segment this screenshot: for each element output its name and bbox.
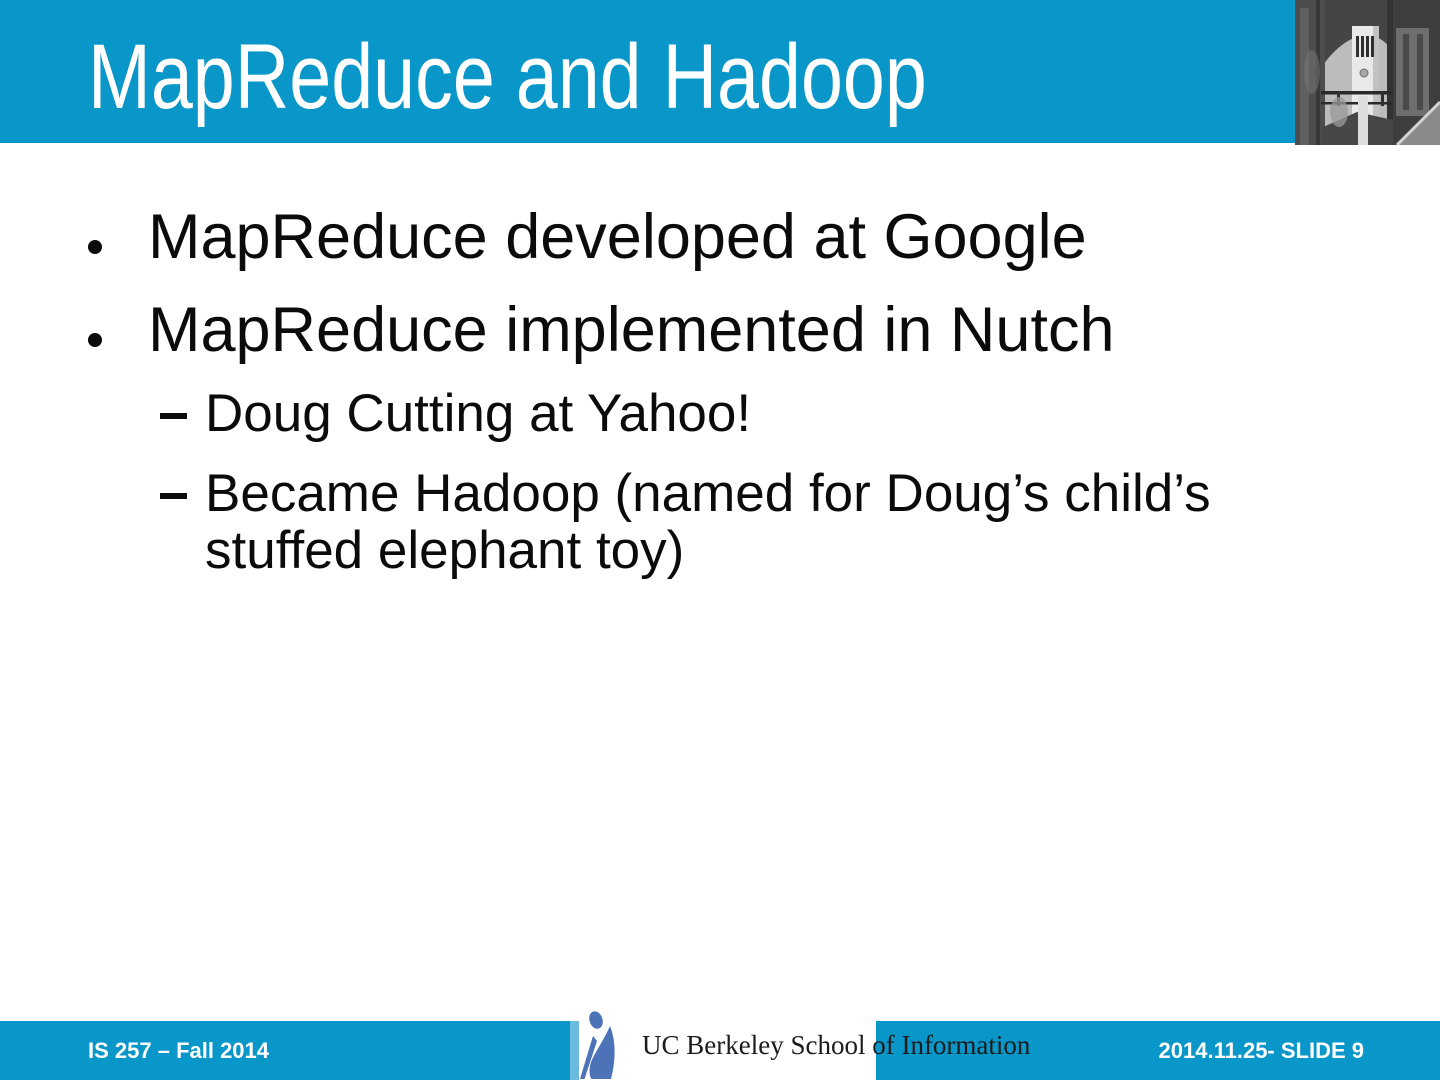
slide-title: MapReduce and Hadoop bbox=[88, 26, 927, 128]
uc-berkeley-ischool-logo bbox=[576, 1010, 1030, 1080]
bullet-dot-icon bbox=[88, 240, 102, 254]
sub-bullet-item-1 bbox=[0, 385, 1440, 442]
sub-bullet-item-2 bbox=[0, 465, 1440, 579]
bullet-text: MapReduce developed at Google bbox=[148, 202, 1087, 272]
footer-course-label: IS 257 – Fall 2014 bbox=[88, 1037, 270, 1063]
bullet-dot-icon bbox=[88, 333, 102, 347]
footer-left-bar bbox=[0, 1021, 570, 1080]
bullet-item-1 bbox=[0, 200, 1440, 276]
bullet-dash-icon bbox=[160, 413, 187, 419]
bullet-item-2 bbox=[0, 293, 1440, 369]
ischool-figure-icon bbox=[576, 1011, 628, 1079]
sub-bullet-text: Doug Cutting at Yahoo! bbox=[205, 384, 752, 443]
footer-slide-number: 2014.11.25- SLIDE 9 bbox=[1158, 1037, 1364, 1063]
logo-text: UC Berkeley School of Information bbox=[642, 1029, 1031, 1060]
sub-bullet-text: Became Hadoop (named for Doug’s child’s stuffed elephant toy) bbox=[205, 464, 1211, 580]
bullet-dash-icon bbox=[160, 493, 187, 499]
bullet-text: MapReduce implemented in Nutch bbox=[148, 295, 1115, 365]
